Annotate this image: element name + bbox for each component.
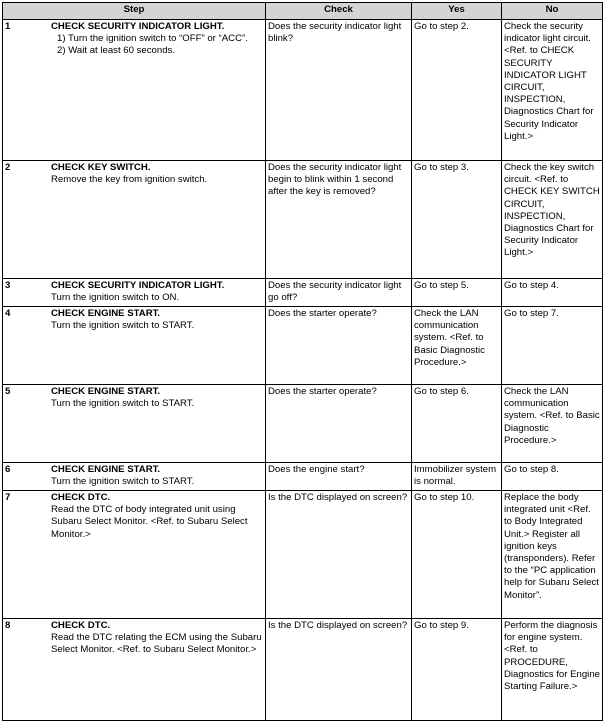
no-cell: Go to step 4. [502,279,603,307]
step-cell [3,463,266,491]
yes-cell: Go to step 2. [412,20,502,161]
no-cell: Go to step 8. [502,463,603,491]
step-cell [3,307,266,385]
step-cell [3,385,266,463]
step-title: CHECK ENGINE START. [51,308,161,319]
yes-cell: Go to step 5. [412,279,502,307]
check-cell: Does the security indicator light go off? [266,279,412,307]
no-cell: Perform the diagnosis for engine system. <Ref. to PROCEDURE, Diagnostics for Engine Starting Failure.> [502,619,603,721]
step-title: CHECK KEY SWITCH. [51,162,151,173]
header-check: Check [266,3,412,20]
table-row [3,385,603,463]
step-number: 2 [5,162,11,173]
step-instruction: Turn the ignition switch to ON. [51,292,180,304]
header-step: Step [3,3,266,20]
no-cell: Replace the body integrated unit <Ref. to Body Integrated Unit.> Register all ignition keys (transponders). Refer to the “PC application help for Subaru Select Monitor”. [502,491,603,619]
header-yes: Yes [412,3,502,20]
check-cell: Is the DTC displayed on screen? [266,491,412,619]
step-number: 1 [5,21,11,32]
step-cell [3,161,266,279]
yes-cell: Go to step 3. [412,161,502,279]
step-instruction: Read the DTC of body integrated unit using Subaru Select Monitor. <Ref. to Subaru Select Monitor.> [51,504,248,540]
step-number: 5 [5,386,11,397]
check-cell: Does the engine start? [266,463,412,491]
yes-cell: Immobilizer system is normal. [412,463,502,491]
step-title: CHECK ENGINE START. [51,464,161,475]
yes-cell: Go to step 10. [412,491,502,619]
step-cell [3,491,266,619]
step-cell [3,279,266,307]
yes-cell: Go to step 6. [412,385,502,463]
no-cell: Check the LAN communication system. <Ref. to Basic Diagnostic Procedure.> [502,385,603,463]
header-no: No [502,3,603,20]
no-cell: Check the key switch circuit. <Ref. to CHECK KEY SWITCH CIRCUIT, INSPECTION, Diagnostics Chart for Security Indicator Light.> [502,161,603,279]
table-header-row [3,3,603,20]
step-title: CHECK ENGINE START. [51,386,161,397]
table-row [3,279,603,307]
step-instruction: Read the DTC relating the ECM using the Subaru Select Monitor. <Ref. to Subaru Select Monitor.> [51,632,262,656]
step-number: 3 [5,280,11,291]
yes-cell: Check the LAN communication system. <Ref. to Basic Diagnostic Procedure.> [412,307,502,385]
step-cell [3,20,266,161]
diagnostic-table [2,2,603,721]
table-row [3,307,603,385]
step-instruction: 2) Wait at least 60 seconds. [57,45,176,57]
check-cell: Does the starter operate? [266,385,412,463]
check-cell: Does the starter operate? [266,307,412,385]
yes-cell: Go to step 9. [412,619,502,721]
table-row [3,491,603,619]
check-cell: Does the security indicator light begin to blink within 1 second after the key is removed? [266,161,412,279]
step-number: 6 [5,464,11,475]
no-cell: Check the security indicator light circuit. <Ref. to CHECK SECURITY INDICATOR LIGHT CIRCUIT, INSPECTION, Diagnostics Chart for Security Indicator Light.> [502,20,603,161]
step-number: 8 [5,620,11,631]
check-cell: Does the security indicator light blink? [266,20,412,161]
step-title: CHECK DTC. [51,492,111,503]
step-instruction: 1) Turn the ignition switch to “OFF” or “ACC”. [57,33,248,45]
step-instruction: Remove the key from ignition switch. [51,174,208,186]
table-row [3,619,603,721]
step-number: 7 [5,492,11,503]
table-row [3,463,603,491]
no-cell: Go to step 7. [502,307,603,385]
step-cell [3,619,266,721]
table-row [3,20,603,161]
step-number: 4 [5,308,11,319]
step-title: CHECK SECURITY INDICATOR LIGHT. [51,280,225,291]
step-title: CHECK DTC. [51,620,111,631]
step-title: CHECK SECURITY INDICATOR LIGHT. [51,21,225,32]
step-instruction: Turn the ignition switch to START. [51,398,195,410]
table-row [3,161,603,279]
check-cell: Is the DTC displayed on screen? [266,619,412,721]
step-instruction: Turn the ignition switch to START. [51,476,195,488]
step-instruction: Turn the ignition switch to START. [51,320,195,332]
